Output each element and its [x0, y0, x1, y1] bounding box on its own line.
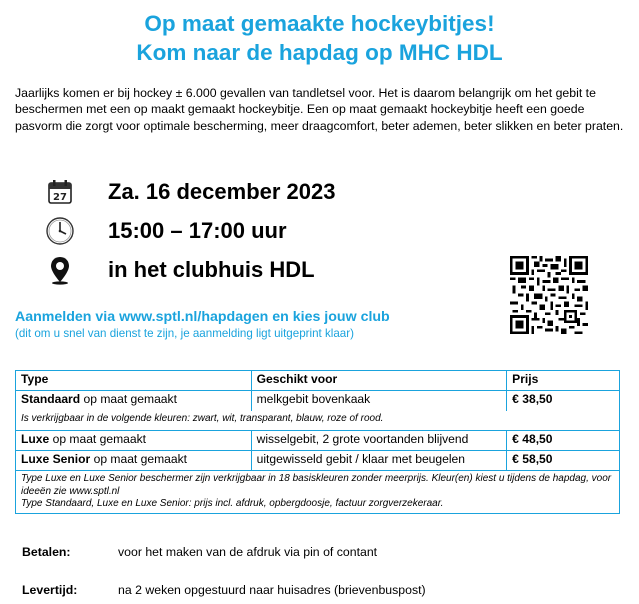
- table-header-row: [16, 371, 620, 391]
- type-desc: op maat gemaakt: [90, 452, 188, 466]
- event-location: in het clubhuis HDL: [108, 257, 315, 282]
- clock-icon: [44, 215, 76, 247]
- type-desc: op maat gemaakt: [80, 392, 177, 406]
- event-location-row: [44, 254, 315, 286]
- payment-row: [22, 545, 377, 559]
- table-header-price: Prijs: [507, 371, 620, 391]
- table-cell-price: € 38,50: [507, 391, 620, 411]
- color-availability-note: Is verkrijgbaar in de volgende kleuren: zwart, wit, transparant, blauw, roze of rood.: [16, 411, 620, 431]
- event-date: Za. 16 december 2023: [108, 179, 336, 204]
- table-cell-price: € 48,50: [507, 431, 620, 451]
- type-name: Standaard: [21, 392, 81, 406]
- page-title-line-1: Op maat gemaakte hockeybitjes!: [144, 11, 495, 36]
- type-name: Luxe: [21, 432, 50, 446]
- type-desc: op maat gemaakt: [49, 432, 147, 446]
- table-cell-type: [16, 431, 252, 451]
- table-cell-price: € 58,50: [507, 451, 620, 471]
- event-date-row: [44, 176, 336, 208]
- signup-link-text[interactable]: Aanmelden via www.sptl.nl/hapdagen en kies jouw club: [15, 309, 390, 325]
- table-header-type: Type: [16, 371, 252, 391]
- table-row-note: [16, 411, 620, 431]
- event-time: 15:00 – 17:00 uur: [108, 218, 287, 243]
- table-row: [16, 391, 620, 411]
- table-header-suitable: Geschikt voor: [251, 371, 507, 391]
- type-name: Luxe Senior: [21, 452, 91, 466]
- payment-value: voor het maken van de afdruk via pin of contant: [118, 545, 378, 559]
- page-title-line-2: Kom naar de hapdag op MHC HDL: [136, 40, 503, 65]
- table-cell-suitable: wisselgebit, 2 grote voortanden blijvend: [251, 431, 507, 451]
- table-footnote-row: [16, 471, 620, 514]
- table-cell-suitable: melkgebit bovenkaak: [251, 391, 507, 411]
- table-row: [16, 431, 620, 451]
- table-cell-type: [16, 391, 252, 411]
- calendar-icon: [44, 176, 76, 208]
- intro-paragraph: Jaarlijks komen er bij hockey ± 6.000 gevallen van tandletsel voor. Het is daarom belangrijk om het gebit te beschermen met een op maakt gemaakt hockeybitje. Een op maat gemaakt hockeybitje heeft een goede pasvorm die zorgt voor optimale bescherming, meer draagcomfort, beter ademen, beter slikken en beter praten.: [15, 86, 624, 133]
- table-cell-type: [16, 451, 252, 471]
- table-row: [16, 451, 620, 471]
- location-pin-icon: [44, 254, 76, 286]
- table-cell-suitable: uitgewisseld gebit / klaar met beugelen: [251, 451, 507, 471]
- delivery-label: Levertijd:: [22, 583, 78, 597]
- event-time-row: [44, 215, 287, 247]
- footnote-line-2: Type Standaard, Luxe en Luxe Senior: prijs incl. afdruk, opbergdoosje, factuur zorgverzekeraar.: [21, 498, 444, 509]
- calendar-icon-number: 27: [53, 192, 67, 203]
- delivery-value: na 2 weken opgestuurd naar huisadres (brievenbuspost): [118, 583, 426, 597]
- payment-label: Betalen:: [22, 545, 71, 559]
- table-footnote: [16, 471, 620, 514]
- footnote-line-1: Type Luxe en Luxe Senior beschermer zijn verkrijgbaar in 18 basiskleuren zonder meerprijs. Kleur(en) kiest u tijdens de hapdag, voor ideeën zie www.sptl.nl: [21, 473, 612, 497]
- delivery-row: [22, 583, 426, 597]
- signup-note: (dit om u snel van dienst te zijn, je aanmelding ligt uitgeprint klaar): [15, 327, 354, 340]
- price-table: [15, 370, 620, 514]
- qr-code-icon[interactable]: [510, 256, 588, 334]
